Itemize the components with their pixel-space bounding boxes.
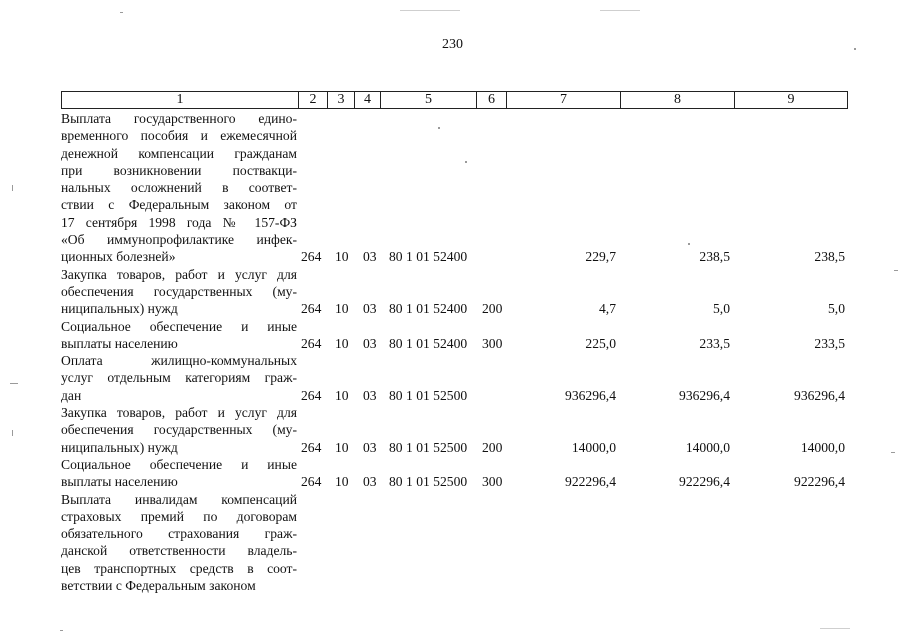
cell-col-3: 10 <box>335 301 349 317</box>
cell-col-2: 264 <box>301 335 322 351</box>
cell-col-8: 14000,0 <box>685 439 730 455</box>
row-description <box>61 491 297 595</box>
cell-col-4: 03 <box>363 249 377 265</box>
cell-col-2: 264 <box>301 387 322 403</box>
cell-col-3: 10 <box>335 387 349 403</box>
row-description <box>61 110 297 266</box>
header-col-4: 4 <box>355 92 381 108</box>
description-line: обеспечения государственных (му- <box>61 422 297 438</box>
header-col-2: 2 <box>299 92 328 108</box>
description-line: временного пособия и ежемесячной <box>61 128 297 144</box>
cell-col-7: 14000,0 <box>571 439 616 455</box>
header-col-6: 6 <box>477 92 507 108</box>
description-line: цев транспортных средств в соот- <box>61 560 297 576</box>
description-line: ционных болезней» <box>61 249 176 265</box>
cell-col-9: 233,5 <box>814 335 845 351</box>
cell-col-8: 233,5 <box>699 335 730 351</box>
cell-col-5: 80 1 01 52400 <box>389 301 468 317</box>
description-line: денежной компенсации гражданам <box>61 145 297 161</box>
table-row <box>61 352 847 404</box>
header-col-8: 8 <box>621 92 735 108</box>
description-line: обязательного страхования граж- <box>61 526 297 542</box>
description-line: Закупка товаров, работ и услуг для <box>61 405 297 421</box>
cell-col-8: 238,5 <box>699 249 730 265</box>
cell-col-9: 5,0 <box>828 301 845 317</box>
cell-col-6: 300 <box>482 335 503 351</box>
header-col-9: 9 <box>787 92 795 107</box>
cell-col-8: 936296,4 <box>679 387 730 403</box>
cell-col-3: 10 <box>335 474 349 490</box>
cell-col-3: 10 <box>335 439 349 455</box>
description-line: Закупка товаров, работ и услуг для <box>61 266 297 282</box>
cell-col-4: 03 <box>363 474 377 490</box>
header-col-7: 7 <box>507 92 621 108</box>
cell-col-2: 264 <box>301 249 322 265</box>
row-description <box>61 404 297 456</box>
cell-col-9: 14000,0 <box>800 439 845 455</box>
description-line: ниципальных) нужд <box>61 301 178 317</box>
description-line: Выплата государственного едино- <box>61 111 297 126</box>
cell-col-7: 4,7 <box>599 301 616 317</box>
page-number: 230 <box>442 37 463 52</box>
table-row <box>61 404 847 456</box>
table-row <box>61 491 847 595</box>
cell-col-2: 264 <box>301 301 322 317</box>
cell-col-9: 922296,4 <box>794 474 845 490</box>
row-description <box>61 352 297 404</box>
cell-col-6: 300 <box>482 474 503 490</box>
table-row <box>61 110 847 266</box>
table-header <box>61 91 848 109</box>
description-line: Социальное обеспечение и иные <box>61 456 297 472</box>
description-line: ниципальных) нужд <box>61 439 178 455</box>
description-line: дан <box>61 387 82 403</box>
cell-col-9: 238,5 <box>814 249 845 265</box>
row-description <box>61 266 297 318</box>
header-col-3: 3 <box>328 92 355 108</box>
cell-col-5: 80 1 01 52500 <box>389 387 468 403</box>
description-line: Выплата инвалидам компенсаций <box>61 491 297 507</box>
description-line: Социальное обеспечение и иные <box>61 318 297 334</box>
description-line: обеспечения государственных (му- <box>61 283 297 299</box>
table-row <box>61 318 847 353</box>
cell-col-5: 80 1 01 52400 <box>389 335 468 351</box>
cell-col-7: 936296,4 <box>565 387 616 403</box>
cell-col-8: 5,0 <box>713 301 730 317</box>
header-col-1: 1 <box>62 92 299 108</box>
cell-col-9: 936296,4 <box>794 387 845 403</box>
description-line: страховых премий по договорам <box>61 508 297 524</box>
description-line: данской ответственности владель- <box>61 543 297 559</box>
cell-col-4: 03 <box>363 301 377 317</box>
cell-col-6: 200 <box>482 301 503 317</box>
cell-col-3: 10 <box>335 335 349 351</box>
description-line: 17 сентября 1998 года № 157-ФЗ <box>61 214 297 230</box>
cell-col-7: 229,7 <box>585 249 616 265</box>
cell-col-3: 10 <box>335 249 349 265</box>
cell-col-4: 03 <box>363 387 377 403</box>
cell-col-4: 03 <box>363 335 377 351</box>
cell-col-5: 80 1 01 52400 <box>389 249 468 265</box>
table-row <box>61 456 847 491</box>
description-line: нальных осложнений в соответ- <box>61 180 297 196</box>
cell-col-4: 03 <box>363 439 377 455</box>
description-line: при возникновении поствакци- <box>61 162 297 178</box>
cell-col-8: 922296,4 <box>679 474 730 490</box>
row-description <box>61 318 297 353</box>
description-line: выплаты населению <box>61 335 178 351</box>
description-line: «Об иммунопрофилактике инфек- <box>61 232 297 248</box>
row-description <box>61 456 297 491</box>
cell-col-7: 225,0 <box>585 335 616 351</box>
description-line: ствии с Федеральным законом от <box>61 197 297 213</box>
description-line: ветствии с Федеральным законом <box>61 578 256 594</box>
cell-col-5: 80 1 01 52500 <box>389 439 468 455</box>
cell-col-2: 264 <box>301 439 322 455</box>
cell-col-6: 200 <box>482 439 503 455</box>
description-line: выплаты населению <box>61 474 178 490</box>
cell-col-7: 922296,4 <box>565 474 616 490</box>
table-row <box>61 266 847 318</box>
header-col-5: 5 <box>381 92 477 108</box>
cell-col-2: 264 <box>301 474 322 490</box>
budget-table-body <box>61 110 847 594</box>
cell-col-5: 80 1 01 52500 <box>389 474 468 490</box>
description-line: услуг отдельным категориям граж- <box>61 370 297 386</box>
description-line: Оплата жилищно-коммунальных <box>61 353 297 369</box>
